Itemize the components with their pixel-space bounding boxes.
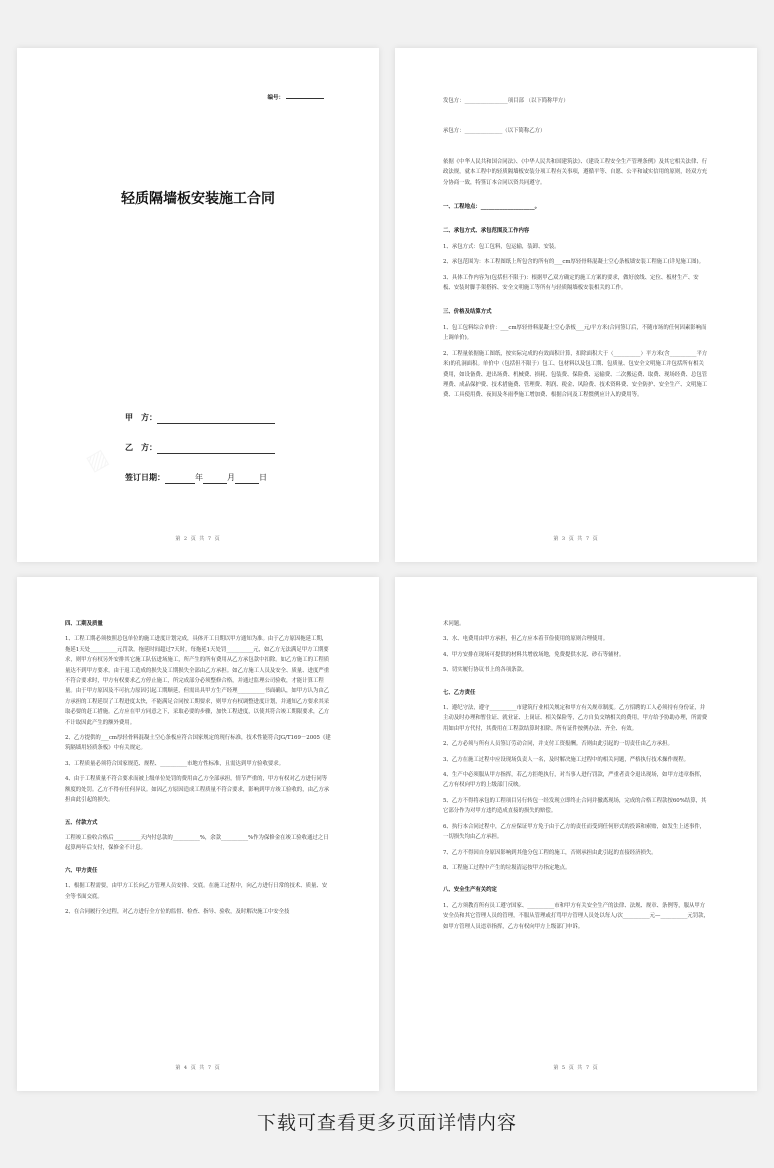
contract-title: 轻质隔墙板安装施工合同 (121, 191, 275, 207)
clause: 工程竣工验收合格后__________天内付总款的__________%，余款__________%作为保修金在竣工验收通过之日起算两年后支付，保修金不计息。 (65, 834, 329, 852)
section-heading: 六、甲方责任 (65, 867, 98, 874)
clause: 6、执行本合同过程中，乙方应保证甲方免于由于乙方的责任而受到任何形式的投诉和索赔，如发生上述事件，一切损失均由乙方承担。 (443, 823, 706, 841)
document-page-cover (17, 48, 379, 562)
page-content (65, 619, 331, 922)
sign-date-label: 签订日期： (125, 472, 165, 482)
section-heading: 四、工期及质量 (65, 621, 103, 627)
party-b-blank (157, 453, 275, 454)
clause: 5、切实履行协议书上的各项条款。 (443, 667, 528, 674)
page-content (443, 619, 709, 937)
preamble: 依据《中华人民共和国合同法》、《中华人民共和国建筑法》、《建设工程安全生产管理条例》及其它相关法律、行政法规，就本工程中的轻质隔墙板安装分项工程有关事项，遵循平等、自愿、公平和诚实信用的原则，经双方充分协商一致，特签订本合同以资共同遵守。 (443, 158, 708, 186)
section-heading: 八、安全生产有关约定 (443, 887, 497, 894)
party-b-label: 乙 方： (125, 442, 157, 452)
day-label: 日 (259, 473, 267, 482)
page-number: 第 5 页 共 7 页 (553, 1065, 599, 1071)
year-label: 年 (195, 473, 203, 482)
section-heading: 五、付款方式 (65, 819, 98, 826)
page-number: 第 4 页 共 7 页 (175, 1065, 221, 1071)
section-heading: 二、承包方式、承包范围及工作内容 (443, 228, 530, 235)
clause: 7、乙方不得因自身原因影响到其他分包工程的施工，否则承担由此引起的直接经济损失。 (443, 849, 657, 856)
sign-date-row (125, 466, 275, 488)
clause: 2、工程量依据施工图纸，按实际完成的有效面积计算，扣除面积大于（__________）平方米(含__________平方米)的孔洞面积。单价中（包括但不限于）包工、包材料以及包工期、包质量、包安全文明施工并包括所有相关费用，如设备费、进出场费、机械费、损耗、包装费、保险费、运输费、二次搬运费、取费、现场经费、总包管理费、成品保护费、技术措施费、管理费、利润、税金、风险费、技术资料费、安全防护、安全生产、文明施工费、工具使用费、夜间及冬雨季施工增加费、根据合同及工程惯例应计入的费用等。 (443, 350, 708, 399)
employer-line: 发包方：________________项目部 （以下简称甲方） (443, 98, 569, 104)
month-blank (203, 483, 227, 484)
day-blank (235, 483, 259, 484)
section-heading: 七、乙方责任 (443, 689, 476, 696)
clause: 2、乙方提供的___cm厚轻骨料混凝土空心条板应符合国家规定的现行标准，技术性能符合JG/T169－2005《建筑隔墙用轻质条板》中有关规定。 (65, 735, 331, 752)
contract-number (267, 93, 324, 101)
clause: 4、生产中必须服从甲方指挥，若乙方拒绝执行，对当事人进行罚款，严重者责令退出现场，如甲方违章指挥，乙方有权向甲方的上级部门反映。 (443, 772, 706, 789)
party-b-row (125, 436, 275, 458)
contractor-line: 承包方：______________（以下简称乙方） (443, 128, 546, 135)
clause: 4、由于工程质量不符合要求而被上级单位处罚的费用由乙方全部承担，情节严重的，甲方有权对乙方进行同等额度的处罚。乙方不得有任何异议。如因乙方原因造成工程质量不符合要求，影响到甲方竣工验收的，由乙方承担由此引起的损失。 (65, 776, 330, 804)
watermark (82, 444, 113, 476)
clause: 1、承包方式：包工包料，包运输，装卸、安装。 (443, 243, 560, 250)
clause: 3、乙方在施工过程中应设现场负责人一名，及时解决施工过程中的相关问题，严格执行技术操作规程。 (443, 756, 690, 763)
document-page-5 (395, 577, 757, 1091)
contract-number-label: 编号： (267, 95, 284, 101)
clause: 2、承包范围为：本工程图纸上所包含的所有的___cm厚轻骨料混凝土空心条板墙安装工程施工(详见施工图)。 (443, 259, 705, 266)
document-page-3 (395, 48, 757, 562)
clause: 3、具体工作内容为(包括但不限于)：根据甲乙双方确定的施工方案的要求，做好放线、定位、板材生产、安板、安装时脚手架搭拆、安全文明施工等所有与轻质隔墙板安装相关的工作。 (443, 274, 699, 292)
download-more-prompt[interactable]: 下载可查看更多页面详情内容 (256, 1112, 517, 1134)
year-blank (165, 483, 195, 484)
party-a-blank (157, 423, 275, 424)
page-number: 第 3 页 共 7 页 (553, 536, 599, 542)
clause: 1、工程工期必须按照总包单位的施工进度计划完成，具体开工日期以甲方通知为准。由于乙方原因拖延工期，拖延1天处__________元罚款，拖延时间超过7天时，每拖延1天处罚__________元，如乙方无法满足甲方工期要求，则甲方有权另外安排其它施工队伍进场施工，所产生的所有费用从乙方承包款中扣除。如乙方施工的工程质量达不到甲方要求，由于返工造成的损失及工期损失全部由乙方承担。如乙方施工人员及安全、质量、进度严重不符合要求时，甲方有权要求乙方停止施工，所完成部分必须整修合格，并通过监理公司验收，才能计算工程量。由于甲方原因及不可抗力原因引起工期顺延，但需出具甲方生产经理__________书面确认，如甲方认为由乙方承担的工程延误了工程进度太快，不能满足合同按工期要求，则甲方有权调整进度计划，并通知乙方要求其采取必要的赶工措施。乙方应在甲方同意之下，采取必要的步骤，加快工程进度，以使其符合竣工期限要求，乙方不计取因此产生的额外费用。 (65, 636, 330, 726)
page-number: 第 2 页 共 7 页 (175, 536, 221, 542)
section-heading: 一、工程地点：____________________。 (443, 204, 541, 211)
month-label: 月 (227, 473, 235, 482)
clause: 8、工程施工过程中产生的垃圾清运按甲方指定地点。 (443, 864, 571, 871)
clause: 3、工程质量必须符合国家规范、规程、__________市地方性标准，且需达到甲方验收要求。 (65, 760, 285, 767)
clause: 2、在合同履行全过程，对乙方进行全方位的监督、检查、指导、验收，及时解决施工中安全技 (65, 908, 290, 915)
clause: 5、乙方不得将承包的工程项目另行转包一经发现立即终止合同并撤离现场，完成的合格工程款按60%结算，其它部分作为对甲方违约造成直接的损失的赔偿。 (443, 797, 707, 815)
document-page-4 (17, 577, 379, 1091)
clause: 术问题。 (443, 621, 465, 627)
clause: 1、包工包料综合单价：___cm厚轻骨料混凝土空心条板___元/平方米(合同签订后，不随市场的任何因素影响而上调单价)。 (443, 324, 707, 342)
section-heading: 三、价格及结算方式 (443, 309, 492, 316)
contract-number-blank (286, 98, 324, 99)
clause: 4、甲方安排在现场可提供的材料共增放场地，免费提供水泥、砂石等辅材。 (443, 651, 625, 658)
clause: 1、乙方须教育所有员工遵守国家、__________市和甲方有关安全生产的法律、法规、规章、条例等，服从甲方安全员和其它管理人员的管理，不服从管理或打骂甲方管理人员处以每人/次__________元—__________元罚款，如甲方管理人员违章指挥，乙方有权向甲方上级部门申诉。 (443, 902, 709, 930)
signature-block (125, 406, 275, 488)
party-a-row (125, 406, 275, 428)
clause: 2、乙方必须与所有人员签订劳动合同，并支付工资报酬。否则由此引起的一切责任由乙方承担。 (443, 741, 673, 748)
clause: 1、遵纪守法，遵守__________市建筑行业相关规定和甲方有关规章制度。乙方招聘的工人必须持有身份证，并主动及时办理和暂住证、就业证、上岗证、相关保险等，乙方自负交纳相关的费用，甲方给予协助办理，所需费用如由甲方代付，其费用在工程款结算时扣除。所有证件按例办法、齐全、有效。 (443, 705, 708, 732)
page-content (443, 96, 709, 406)
clause: 1、根据工程需要，由甲方工长向乙方管理人员安排、交底。在施工过程中，向乙方进行日常的技术、质量、安全等书面交底。 (65, 883, 328, 900)
clause: 3、水、电费用由甲方承担，但乙方应本着节俭使用的原则合理使用。 (443, 636, 609, 643)
party-a-label: 甲 方： (125, 412, 157, 422)
